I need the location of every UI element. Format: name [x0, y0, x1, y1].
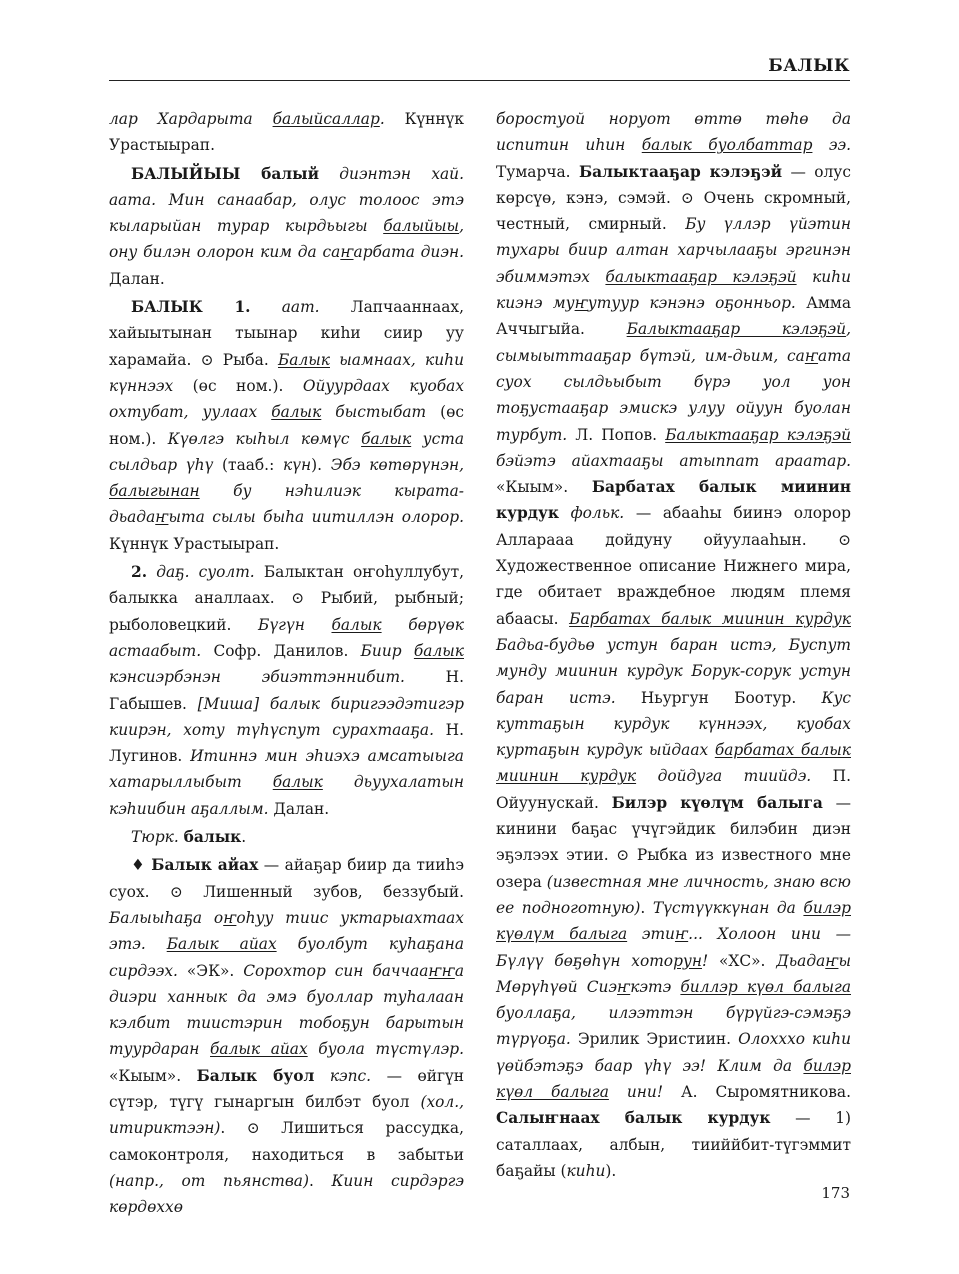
- right-paragraph-1: [496, 106, 851, 1184]
- text-run: П. Ойуунускай.: [496, 767, 851, 812]
- text-run: ҥ: [674, 925, 689, 944]
- text-run: [Миша] балык биригээдэтигэр киирэн, хоту түһүспут сурахтааҕа.: [109, 694, 464, 739]
- idiom-balyk-ayakh: [109, 852, 464, 1220]
- text-run: Балык буол: [196, 1066, 315, 1085]
- text-run: — олус көрсүө, кэнэ, сэмэй. ⊙ Очень скромный, честный, смирный.: [496, 162, 851, 234]
- text-run: Билэр күөлүм балыга: [611, 793, 823, 812]
- text-run: ҥ: [340, 243, 354, 262]
- text-run: аат.: [250, 298, 351, 317]
- text-run: Сорохтор син баччаа: [243, 961, 429, 980]
- text-run: а диэри ханнык да эмэ буоллар туһалаан кэлбит тиистэрин тобоҕун барытын туурдаран: [109, 961, 464, 1059]
- text-run: киһи: [566, 1161, 606, 1180]
- text-run: ы Мөрүһүөй Сиэ: [496, 951, 851, 996]
- etymology-line: [109, 824, 464, 850]
- text-run: диэнтэн хай. аата. Мин санаабар, олус толоос этэ кыларыйан турар кырдьыгы: [109, 164, 464, 236]
- text-run: биллэр күөл балыга: [680, 977, 851, 996]
- text-run: , ону билэн олорон ким да са: [109, 217, 464, 262]
- text-run: Н. Лугинов.: [109, 720, 464, 766]
- text-run: Тюрк.: [131, 828, 184, 847]
- text-run: дойдуга тиийдэ.: [636, 767, 833, 786]
- text-run: буола түстүлэр.: [307, 1040, 464, 1059]
- text-run: — кинини баҕас үчүгэйдик билэбин диэн эҕэлээх этии. ⊙ Рыбка из известного мне озера: [496, 793, 851, 891]
- text-run: балыгынан: [109, 482, 200, 501]
- text-run: Амма Аччыгыйа.: [496, 294, 852, 339]
- text-run: Итиннэ мин эһиэхэ амсатыыга хатарыллыбыт: [109, 747, 464, 792]
- entry-balyiyy: [109, 161, 464, 292]
- text-run: Барбатах балык миинин курдук: [496, 478, 851, 523]
- text-run: Балыыһаҕа о: [109, 908, 224, 927]
- text-run: балыйыы: [383, 217, 460, 236]
- text-run: Бүгүн: [258, 615, 332, 634]
- text-run: Ойуурдаах куобах охтубат, уулаах: [109, 376, 464, 422]
- text-run: «Кыым».: [496, 478, 592, 497]
- text-run: Эбэ көтөрүнэн,: [330, 455, 464, 474]
- text-run: ата суох сылдьыбыт бүрэ уол уон тоҕустааҕар эмискэ улуу ойуун буолан турбут.: [496, 346, 851, 444]
- text-run: Балык айах: [166, 935, 277, 954]
- text-run: дьуухалатын кэһиибин аҕаллым.: [109, 773, 464, 818]
- text-run: ҥҥ: [428, 961, 455, 980]
- text-run: Олохххо киһи үөйбэтэҕэ баар үһү ээ! Клим да: [496, 1030, 851, 1075]
- text-run: Балыктан оҥоһуллубут, балыкка аналлаах. ⊙ Рыбий, рыбный; рыболовецкий.: [109, 563, 464, 634]
- text-run: билэр күөлүм балыга: [496, 898, 851, 944]
- text-run: (хол., итириктээн): [109, 1092, 464, 1138]
- text-run: Балыктааҕар кэлэҕэй: [626, 320, 847, 339]
- text-run: ҥ: [223, 908, 237, 927]
- text-run: БАЛЫК 1.: [131, 298, 251, 317]
- text-run: ҥ: [825, 951, 839, 970]
- running-header: [109, 56, 850, 80]
- text-run: бу нэһилиэк кырата-дьада: [109, 482, 464, 527]
- text-run: ҥ: [155, 508, 169, 527]
- text-run: ҥ: [617, 977, 631, 996]
- text-run: быстыбат: [321, 403, 441, 422]
- text-run: — 1) саталлаах, албын, тииййбит-түгэммит баҕайы (: [496, 1109, 851, 1180]
- text-run: . ⊙ Лишиться рассудка, самоконтроля, находиться в забытьи: [109, 1119, 464, 1164]
- text-run: балык: [183, 828, 242, 847]
- text-run: буолбут куһаҕана сирдээх.: [109, 935, 464, 980]
- text-run: оһуу тиис уктарыахтаах этэ.: [109, 908, 464, 954]
- text-run: ).: [311, 455, 331, 474]
- text-run: балык: [331, 615, 382, 634]
- text-run: кэнсиэрбэнэн эбиэттэннибит.: [109, 668, 446, 687]
- text-run: Далан.: [109, 269, 165, 288]
- text-run: ♦ Балык айах: [131, 856, 259, 875]
- text-run: ыта сылы быһа иитиллэн олорор.: [168, 508, 464, 527]
- text-run: Балыктааҕар кэлэҕэй: [578, 162, 783, 181]
- left-column: [109, 106, 464, 1220]
- text-run: «ЭК».: [186, 961, 244, 980]
- text-run: балыйсаллар: [272, 110, 380, 128]
- running-head-word: БАЛЫК: [768, 56, 850, 76]
- text-run: Балык: [277, 350, 330, 369]
- text-run: ... Холоон ини — Бүлүү бөҕөһүн хото: [496, 925, 851, 970]
- text-run: балыктааҕар кэлэҕэй: [605, 267, 797, 286]
- text-run: рун: [673, 951, 702, 970]
- text-run: Дьада: [776, 951, 826, 970]
- text-run: ҥ: [804, 346, 819, 365]
- text-run: Л. Попов.: [575, 425, 666, 444]
- text-run: «ХС».: [718, 951, 777, 970]
- text-run: — айаҕар биир да тииһэ суох. ⊙ Лишенный зубов, беззубый.: [109, 856, 464, 901]
- text-run: Балыктааҕар кэлэҕэй: [665, 425, 852, 444]
- text-run: балык: [413, 641, 464, 660]
- text-run: А. Сыромятникова.: [681, 1082, 851, 1101]
- text-run: Барбатах балык миинин курдук: [569, 609, 851, 628]
- text-run: (напр., от пьянства): [109, 1171, 309, 1190]
- text-run: Киин сирдэргэ көрдөххө: [109, 1171, 464, 1217]
- text-run: кэтэ: [630, 977, 681, 996]
- text-run: .: [379, 110, 405, 128]
- text-run: барбатах балык миинин курдук: [496, 741, 851, 786]
- text-run: кэпс.: [314, 1066, 387, 1085]
- text-run: Күннүк Урастыырап.: [109, 110, 464, 155]
- text-run: ҥ: [574, 294, 588, 313]
- text-run: балый: [261, 164, 319, 183]
- text-run: балык айах: [210, 1040, 308, 1059]
- text-run: балык: [272, 773, 323, 792]
- text-run: — өйгүн сүтэр, түгү гынаргын билбэт буол: [109, 1066, 464, 1111]
- text-run: Бадьа-будьө устун баран истэ, Буспут мунду миинин курдук Борук-сорук устун баран истэ.: [496, 635, 851, 707]
- text-run: арбата диэн.: [353, 243, 464, 262]
- text-run: Далан.: [273, 799, 330, 818]
- text-run: ыамнаах, киһи күннээх: [109, 350, 464, 395]
- text-run: (өс ном.).: [109, 403, 464, 448]
- entry-balyk-2: [109, 559, 464, 822]
- text-run: буоллаҕа, илээттэн бүрүйгэ-сэмэҕэ түрүоҕа.: [496, 1004, 851, 1049]
- text-run: Лапчааннаах, хайыытынан тыынар киһи сиир уу харамайа. ⊙ Рыба.: [109, 298, 465, 369]
- entry-balyk-1: [109, 294, 464, 557]
- text-run: — абааһы биинэ олорор Алларааа дойдуну ойуулааһын. ⊙ Художественное описание Нижнего мира, где обитает враждебное людям племя абаасы.: [496, 504, 852, 628]
- text-run: БАЛЫЙЫЫ: [131, 164, 262, 183]
- text-run: билэр күөл балыга: [496, 1056, 851, 1101]
- text-run: ини!: [608, 1082, 681, 1101]
- text-run: Күөлгэ кыһыл көмүс: [167, 429, 362, 448]
- text-run: , сымыыттааҕар бүтэй, им-дьим, са: [496, 320, 851, 365]
- text-run: даҕ. суолт.: [147, 563, 264, 582]
- text-run: фольк.: [558, 504, 636, 523]
- text-run: ).: [605, 1161, 617, 1180]
- text-run: (известная мне личность, знаю всю ее подноготную): [496, 872, 851, 917]
- text-run: күн: [282, 455, 312, 474]
- text-run: боростуой норуот өттө төһө да испитин иһин: [496, 110, 851, 155]
- text-run: бэйэтэ айахтааҕы атыппат араатар.: [496, 451, 851, 470]
- text-run: !: [702, 951, 719, 970]
- text-run: .: [308, 1171, 332, 1190]
- text-run: «Кыым».: [109, 1066, 197, 1085]
- text-run: Кус куттаҕын курдук күннээх, куобах куртаҕын курдук ыйдаах: [496, 688, 851, 760]
- text-run: утуур кэнэнэ оҕонньор.: [587, 294, 807, 313]
- text-run: 2.: [131, 563, 148, 582]
- text-run: эти: [627, 925, 675, 944]
- text-run: ээ.: [812, 136, 851, 155]
- text-run: Софр. Данилов.: [213, 641, 361, 660]
- text-run: (өс ном.).: [192, 376, 303, 395]
- text-run: Эрилик Эристиин.: [577, 1030, 739, 1049]
- text-run: бөрүөк астаабыт.: [109, 615, 464, 660]
- header-rule: [109, 80, 850, 81]
- right-column: [496, 106, 851, 1184]
- page-number: 173: [821, 1184, 850, 1202]
- text-run: Н. Габышев.: [109, 668, 464, 713]
- text-run: Бу үллэр үйэтин тухары биир алтан харчылааҕы эргинэн эбиммэтэх: [496, 215, 851, 286]
- text-run: Күннүк Урастыырап.: [109, 534, 280, 553]
- left-paragraph-1: [109, 106, 464, 159]
- text-run: уста сылдьар үһү: [109, 429, 464, 474]
- text-run: Тумарча.: [496, 162, 579, 181]
- text-run: Салыҥнаах балык курдук: [496, 1109, 771, 1128]
- text-run: балык буолбаттар: [641, 136, 813, 155]
- text-run: Ньургун Боотур.: [640, 688, 822, 707]
- text-run: (тааб.:: [222, 455, 283, 474]
- text-run: лар Хардарыта: [109, 110, 273, 128]
- text-run: Түстүүккүнан да: [652, 898, 804, 917]
- text-run: киһи киэнэ му: [496, 267, 851, 313]
- text-run: балык: [271, 403, 322, 422]
- text-run: .: [640, 898, 653, 917]
- text-run: Биир: [360, 641, 414, 660]
- text-run: балык: [361, 429, 412, 448]
- text-run: .: [241, 828, 247, 847]
